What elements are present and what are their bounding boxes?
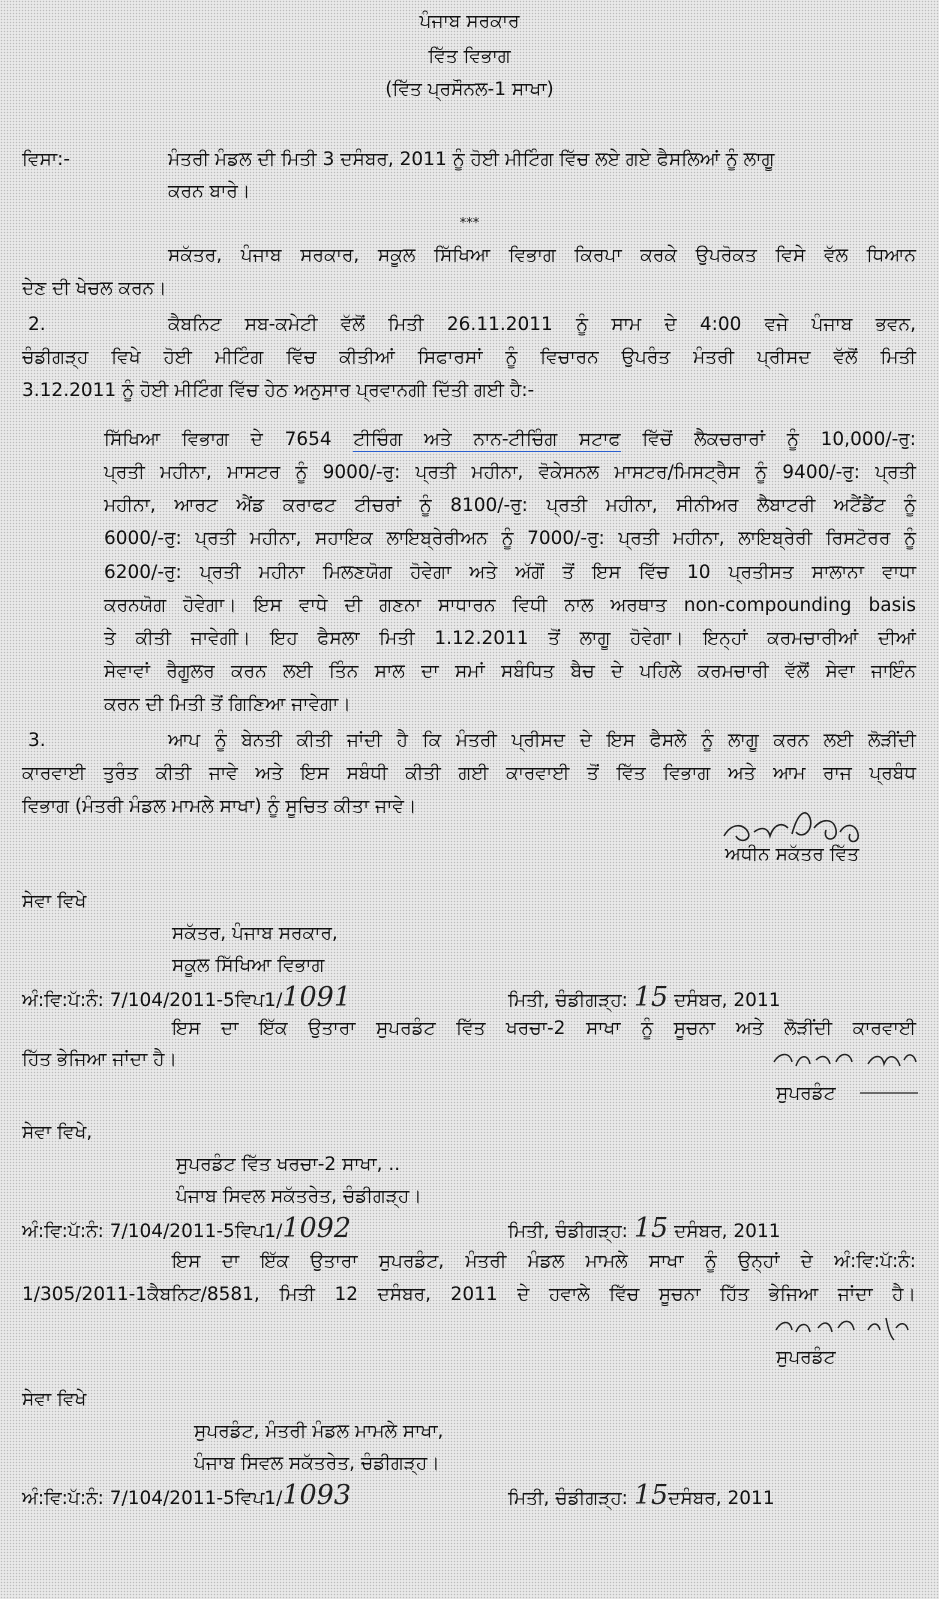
header-line-3: (ਵਿੱਤ ਪ੍ਰਸੌਨਲ-1 ਸਾਖਾ) (385, 79, 554, 100)
block3-ref (22, 1480, 352, 1511)
block1-body-2: ਹਿੱਤ ਭੇਜਿਆ ਜਾਂਦਾ ਹੈ। (22, 1049, 177, 1070)
quote-line-6: ਕਰਨਯੋਗ ਹੋਵੇਗਾ। ਇਸ ਵਾਧੇ ਦੀ ਗਣਨਾ ਸਾਧਾਰਨ ਵਿਧੀ ਨਾਲ ਅਰਥਾਤ non-compounding basis (104, 595, 916, 616)
block1-seva: ਸੇਵਾ ਵਿਖੇ (22, 891, 87, 912)
para1-line-2: ਦੇਣ ਦੀ ਖੇਚਲ ਕਰਨ। (22, 278, 167, 299)
subject-line-2: ਕਰਨ ਬਾਰੇ। (168, 181, 251, 202)
block1-addr-2: ਸਕੂਲ ਸਿੱਖਿਆ ਵਿਭਾਗ (172, 955, 325, 976)
signature-2-scribble (770, 1040, 920, 1080)
block1-date-rest: ਦਸੰਬਰ, 2011 (674, 990, 781, 1011)
quote-line-1b: ਟੀਚਿੰਗ ਅਤੇ ਨਾਨ-ਟੀਚਿੰਗ ਸਟਾਫ (353, 429, 621, 450)
block2-date-rest: ਦਸੰਬਰ, 2011 (674, 1221, 781, 1242)
subject-line-1: ਮੰਤਰੀ ਮੰਡਲ ਦੀ ਮਿਤੀ 3 ਦਸੰਬਰ, 2011 ਨੂੰ ਹੋਈ ਮੀਟਿੰਗ ਵਿੱਚ ਲਏ ਗਏ ਫੈਸਲਿਆਂ ਨੂੰ ਲਾਗੂ (168, 149, 775, 170)
block2-ref (22, 1213, 352, 1244)
block3-date (508, 1480, 775, 1511)
quote-line-9: ਕਰਨ ਦੀ ਮਿਤੀ ਤੋਂ ਗਿਣਿਆ ਜਾਵੇਗਾ। (104, 694, 351, 715)
block1-ref-number: 1091 (282, 982, 352, 1013)
quote-line-8: ਸੇਵਾਵਾਂ ਰੈਗੂਲਰ ਕਰਨ ਲਈ ਤਿੰਨ ਸਾਲ ਦਾ ਸਮਾਂ ਸਬੰਧਿਤ ਬੈਚ ਦੇ ਪਹਿਲੇ ਕਰਮਚਾਰੀ ਵੱਲੋਂ ਸੇਵਾ ਜਾਇੰਨ (104, 661, 916, 682)
block1-body-1: ਇਸ ਦਾ ਇੱਕ ਉਤਾਰਾ ਸੁਪਰਡੰਟ ਵਿੱਤ ਖਰਚਾ-2 ਸਾਖਾ ਨੂੰ ਸੂਚਨਾ ਅਤੇ ਲੋੜੀਂਦੀ ਕਾਰਵਾਈ (172, 1018, 916, 1039)
quote-line-1c: ਵਿੱਚੋਂ ਲੈਕਚਰਾਰਾਂ ਨੂੰ 10,000/-ਰੁ: (642, 429, 916, 450)
quote-line-1a: ਸਿੱਖਿਆ ਵਿਭਾਗ ਦੇ 7654 (104, 429, 332, 450)
quote-line-4: 6000/-ਰੁ: ਪ੍ਰਤੀ ਮਹੀਨਾ, ਸਹਾਇਕ ਲਾਇਬ੍ਰੇਰੀਅਨ ਨੂੰ 7000/-ਰੁ: ਪ੍ਰਤੀ ਮਹੀਨਾ, ਲਾਇਬ੍ਰੇਰੀ ਰਿਸਟੋਰਰ ਨੂੰ (104, 528, 916, 549)
block1-ref (22, 982, 352, 1013)
signature-3-scribble (772, 1306, 912, 1346)
block2-signer: ਸੁਪਰਡੰਟ (776, 1347, 836, 1368)
para2-line-1: ਕੈਬਨਿਟ ਸਬ-ਕਮੇਟੀ ਵੱਲੋਂ ਮਿਤੀ 26.11.2011 ਨੂੰ ਸਾਮ ਦੇ 4:00 ਵਜੇ ਪੰਜਾਬ ਭਵਨ, (168, 314, 916, 335)
block2-date-label: ਮਿਤੀ, ਚੰਡੀਗੜ੍ਹ: (508, 1221, 628, 1242)
quote-line-1 (104, 428, 916, 452)
para1-line-1: ਸਕੱਤਰ, ਪੰਜਾਬ ਸਰਕਾਰ, ਸਕੂਲ ਸਿੱਖਿਆ ਵਿਭਾਗ ਕਿਰਪਾ ਕਰਕੇ ਉਪਰੋਕਤ ਵਿਸੇ ਵੱਲ ਧਿਆਨ (168, 245, 916, 266)
block1-date-label: ਮਿਤੀ, ਚੰਡੀਗੜ੍ਹ: (508, 990, 628, 1011)
block2-body-1: ਇਸ ਦਾ ਇੱਕ ਉਤਾਰਾ ਸੁਪਰਡੰਟ, ਮੰਤਰੀ ਮੰਡਲ ਮਾਮਲੇ ਸਾਖਾ ਨੂੰ ਉਨ੍ਹਾਂ ਦੇ ਅੰ:ਵਿ:ਪੱ:ਨੰ: (172, 1251, 916, 1272)
block2-addr-1: ਸੁਪਰਡੰਟ ਵਿੱਤ ਖਰਚਾ-2 ਸਾਖਾ, .. (176, 1154, 401, 1175)
block2-seva: ਸੇਵਾ ਵਿਖੇ, (22, 1122, 93, 1143)
divider: *** (459, 216, 480, 231)
header-line-2: ਵਿੱਤ ਵਿਭਾਗ (428, 46, 511, 67)
block3-date-rest: ਦਸੰਬਰ, 2011 (668, 1488, 775, 1509)
para3-line-2: ਕਾਰਵਾਈ ਤੁਰੰਤ ਕੀਤੀ ਜਾਵੇ ਅਤੇ ਇਸ ਸਬੰਧੀ ਕੀਤੀ ਗਈ ਕਾਰਵਾਈ ਤੋਂ ਵਿੱਤ ਵਿਭਾਗ ਅਤੇ ਆਮ ਰਾਜ ਪ੍ਰਬੰਧ (22, 763, 916, 784)
block3-addr-2: ਪੰਜਾਬ ਸਿਵਲ ਸਕੱਤਰੇਤ, ਚੰਡੀਗੜ੍ਹ। (194, 1453, 440, 1474)
block1-ref-prefix: ਅੰ:ਵਿ:ਪੱ:ਨੰ: 7/104/2011-5ਵਿਪ1/ (22, 990, 283, 1011)
quote-line-2: ਪ੍ਰਤੀ ਮਹੀਨਾ, ਮਾਸਟਰ ਨੂੰ 9000/-ਰੁ: ਪ੍ਰਤੀ ਮਹੀਨਾ, ਵੋਕੇਸਨਲ ਮਾਸਟਰ/ਮਿਸਟ੍ਰੈਸ ਨੂੰ 9400/-ਰੁ: ਪ੍ਰਤੀ (104, 462, 916, 483)
para2-number: 2. (28, 314, 46, 335)
signature-1-designation: ਅਧੀਨ ਸਕੱਤਰ ਵਿੱਤ (725, 844, 860, 865)
block1-date-day: 15 (633, 982, 669, 1013)
block3-ref-prefix: ਅੰ:ਵਿ:ਪੱ:ਨੰ: 7/104/2011-5ਵਿਪ1/ (22, 1488, 283, 1509)
quote-line-3: ਮਹੀਨਾ, ਆਰਟ ਐਂਡ ਕਰਾਫਟ ਟੀਚਰਾਂ ਨੂੰ 8100/-ਰੁ: ਪ੍ਰਤੀ ਮਹੀਨਾ, ਸੀਨੀਅਰ ਲੈਬਾਟਰੀ ਅਟੈਂਡੈਂਟ ਨੂੰ (104, 495, 916, 516)
block1-signer: ਸੁਪਰਡੰਟ (776, 1083, 836, 1104)
subject-label: ਵਿਸਾ:- (22, 149, 71, 170)
block3-ref-number: 1093 (282, 1480, 352, 1511)
signature-2-underline (858, 1090, 920, 1096)
para2-line-3: 3.12.2011 ਨੂੰ ਹੋਈ ਮੀਟਿੰਗ ਵਿੱਚ ਹੇਠ ਅਨੁਸਾਰ ਪ੍ਰਵਾਨਗੀ ਦਿੱਤੀ ਗਈ ਹੈ:- (22, 380, 535, 401)
para2-line-2: ਚੰਡੀਗੜ੍ਹ ਵਿਖੇ ਹੋਈ ਮੀਟਿੰਗ ਵਿੱਚ ਕੀਤੀਆਂ ਸਿਫਾਰਸਾਂ ਨੂੰ ਵਿਚਾਰਨ ਉਪਰੰਤ ਮੰਤਰੀ ਪ੍ਰੀਸਦ ਵੱਲੋਂ ਮਿਤੀ (22, 347, 916, 368)
para3-number: 3. (28, 730, 46, 751)
block3-seva: ਸੇਵਾ ਵਿਖੇ (22, 1389, 87, 1410)
block1-date (508, 982, 781, 1013)
block2-date (508, 1213, 781, 1244)
block3-addr-1: ਸੁਪਰਡੰਟ, ਮੰਤਰੀ ਮੰਡਲ ਮਾਮਲੇ ਸਾਖਾ, (194, 1421, 444, 1442)
block2-ref-prefix: ਅੰ:ਵਿ:ਪੱ:ਨੰ: 7/104/2011-5ਵਿਪ1/ (22, 1221, 283, 1242)
block1-addr-1: ਸਕੱਤਰ, ਪੰਜਾਬ ਸਰਕਾਰ, (172, 923, 338, 944)
quote-line-5: 6200/-ਰੁ: ਪ੍ਰਤੀ ਮਹੀਨਾ ਮਿਲਣਯੋਗ ਹੋਵੇਗਾ ਅਤੇ ਅੱਗੋਂ ਤੋਂ ਇਸ ਵਿੱਚ 10 ਪ੍ਰਤੀਸਤ ਸਾਲਾਨਾ ਵਾਧਾ (104, 562, 916, 583)
block3-date-day: 15 (633, 1480, 669, 1511)
block2-body-2: 1/305/2011-1ਕੈਬਨਿਟ/8581, ਮਿਤੀ 12 ਦਸੰਬਰ, 2011 ਦੇ ਹਵਾਲੇ ਵਿੱਚ ਸੂਚਨਾ ਹਿੱਤ ਭੇਜਿਆ ਜਾਂਦਾ ਹੈ। (22, 1284, 916, 1305)
para3-line-3: ਵਿਭਾਗ (ਮੰਤਰੀ ਮੰਡਲ ਮਾਮਲੇ ਸਾਖਾ) ਨੂੰ ਸੂਚਿਤ ਕੀਤਾ ਜਾਵੇ। (22, 796, 417, 817)
block2-addr-2: ਪੰਜਾਬ ਸਿਵਲ ਸਕੱਤਰੇਤ, ਚੰਡੀਗੜ੍ਹ। (176, 1186, 422, 1207)
quote-line-7: ਤੇ ਕੀਤੀ ਜਾਵੇਗੀ। ਇਹ ਫੈਸਲਾ ਮਿਤੀ 1.12.2011 ਤੋਂ ਲਾਗੂ ਹੋਵੇਗਾ। ਇਨ੍ਹਾਂ ਕਰਮਚਾਰੀਆਂ ਦੀਆਂ (104, 628, 916, 649)
block3-date-label: ਮਿਤੀ, ਚੰਡੀਗੜ੍ਹ: (508, 1488, 628, 1509)
header-line-1: ਪੰਜਾਬ ਸਰਕਾਰ (419, 11, 520, 32)
block2-ref-number: 1092 (282, 1213, 352, 1244)
block2-date-day: 15 (633, 1213, 669, 1244)
para3-line-1: ਆਪ ਨੂੰ ਬੇਨਤੀ ਕੀਤੀ ਜਾਂਦੀ ਹੈ ਕਿ ਮੰਤਰੀ ਪ੍ਰੀਸਦ ਦੇ ਇਸ ਫੈਸਲੇ ਨੂੰ ਲਾਗੂ ਕਰਨ ਲਈ ਲੋੜੀਂਦੀ (168, 730, 916, 751)
